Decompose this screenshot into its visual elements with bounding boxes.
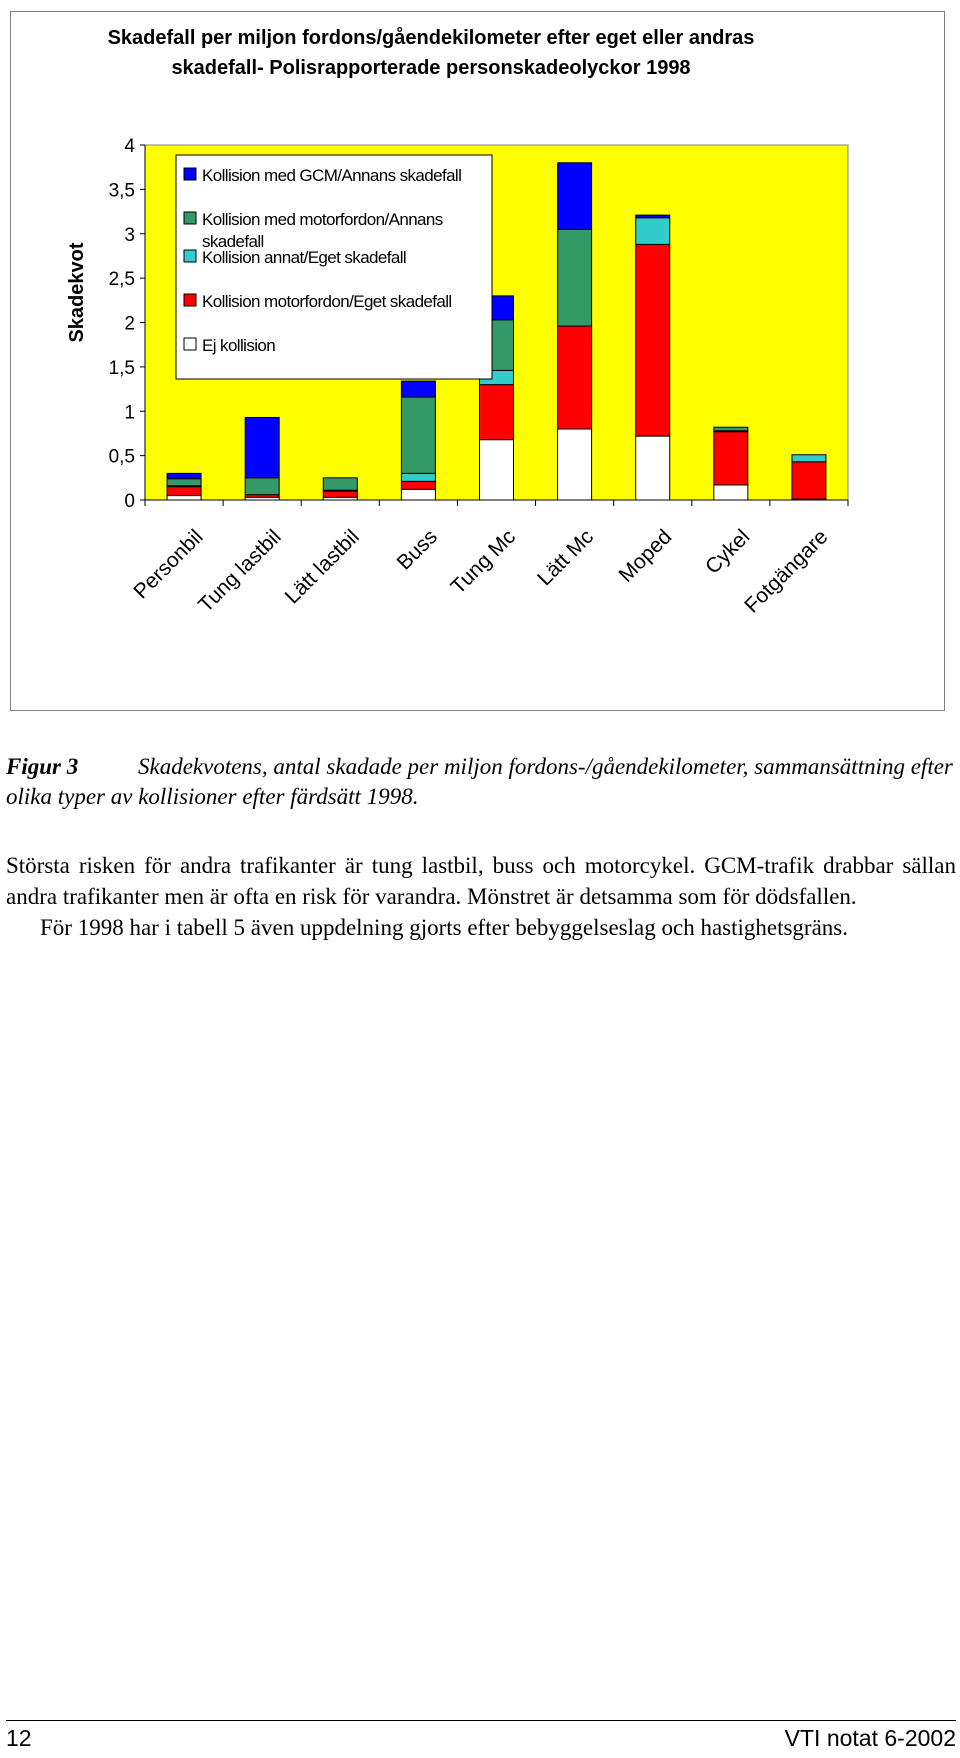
bar-segment bbox=[792, 462, 826, 499]
chart-container bbox=[10, 11, 945, 711]
paragraph-2: För 1998 har i tabell 5 även uppdelning gjorts efter bebyggelseslag och hastighetsgräns. bbox=[40, 915, 848, 940]
legend-label: skadefall bbox=[202, 232, 264, 251]
bar-segment bbox=[401, 481, 435, 489]
bar-segment bbox=[558, 429, 592, 500]
chart-title bbox=[108, 26, 755, 79]
report-id: VTI notat 6-2002 bbox=[784, 1725, 956, 1751]
chart-title-line: Skadefall per miljon fordons/gåendekilometer efter eget eller andras bbox=[107, 27, 755, 49]
bar-segment bbox=[714, 485, 748, 500]
bar-segment bbox=[167, 479, 201, 486]
y-axis-label: Skadekvot bbox=[66, 242, 88, 343]
bar-segment bbox=[167, 487, 201, 496]
bar-segment bbox=[167, 473, 201, 478]
legend bbox=[176, 155, 492, 379]
x-axis bbox=[129, 500, 848, 617]
legend-label: Kollision med motorfordon/Annans bbox=[202, 210, 443, 229]
x-tick-label: Tung lastbil bbox=[194, 525, 286, 617]
body-text bbox=[6, 850, 956, 943]
page-footer bbox=[6, 1720, 956, 1754]
bar-segment bbox=[636, 215, 670, 218]
bar-segment bbox=[401, 381, 435, 397]
y-tick-label: 2,5 bbox=[108, 269, 135, 291]
bar-segment bbox=[480, 385, 514, 440]
y-tick-label: 0,5 bbox=[108, 446, 135, 468]
y-tick-label: 2 bbox=[124, 313, 135, 335]
legend-swatch bbox=[184, 294, 196, 306]
stacked-bar-chart bbox=[11, 12, 944, 710]
legend-swatch bbox=[184, 250, 196, 262]
y-tick-label: 0 bbox=[124, 491, 135, 512]
bar-segment bbox=[323, 491, 357, 497]
bar-segment bbox=[167, 496, 201, 500]
bar-segment bbox=[714, 432, 748, 485]
page-number: 12 bbox=[6, 1725, 32, 1751]
bar-segment bbox=[714, 427, 748, 431]
figure-label: Figur 3 bbox=[6, 754, 79, 779]
legend-swatch bbox=[184, 338, 196, 350]
paragraph-1: Största risken för andra trafikanter är tung lastbil, buss och motorcykel. GCM-trafik drabbar sällan andra trafikanter men är ofta en risk för varandra. Mönstret är detsamma som för dödsfallen. bbox=[6, 853, 956, 909]
bar-segment bbox=[323, 478, 357, 490]
x-tick-label: Tung Mc bbox=[446, 525, 521, 599]
bar-segment bbox=[636, 436, 670, 500]
chart-title-line: skadefall- Polisrapporterade personskadeolyckor 1998 bbox=[171, 57, 691, 79]
legend-swatch bbox=[184, 168, 196, 180]
legend-label: Kollision med GCM/Annans skadefall bbox=[202, 166, 462, 185]
bar-segment bbox=[558, 326, 592, 429]
x-tick-label: Moped bbox=[614, 525, 677, 587]
bar-segment bbox=[401, 473, 435, 481]
x-tick-label: Fotgängare bbox=[740, 525, 833, 618]
y-tick-label: 4 bbox=[124, 136, 135, 157]
bar-segment bbox=[401, 397, 435, 473]
y-tick-label: 3,5 bbox=[108, 180, 135, 202]
legend-swatch bbox=[184, 212, 196, 224]
x-tick-label: Buss bbox=[392, 525, 442, 575]
bar-segment bbox=[558, 229, 592, 326]
x-tick-label: Cykel bbox=[700, 525, 755, 579]
legend-label: Kollision annat/Eget skadefall bbox=[202, 248, 407, 267]
bar-segment bbox=[245, 417, 279, 477]
bar-segment bbox=[245, 478, 279, 495]
x-tick-label: Personbil bbox=[129, 525, 208, 604]
y-tick-label: 3 bbox=[124, 224, 135, 246]
x-tick-label: Lätt Mc bbox=[533, 525, 599, 591]
bar-segment bbox=[480, 440, 514, 500]
x-tick-label: Lätt lastbil bbox=[280, 525, 364, 609]
bar-segment bbox=[792, 455, 826, 462]
y-tick-label: 1,5 bbox=[108, 357, 135, 379]
bar-segment bbox=[636, 218, 670, 245]
figure-caption-text: Skadekvotens, antal skadade per miljon fordons-/gåendekilometer, sammansättning efter olika typer av kollisioner efter färdsätt 1998. bbox=[6, 754, 953, 809]
figure-caption bbox=[6, 752, 956, 812]
legend-label: Ej kollision bbox=[202, 336, 276, 355]
y-tick-label: 1 bbox=[124, 402, 135, 424]
bar-segment bbox=[401, 489, 435, 500]
y-axis bbox=[66, 136, 145, 512]
bar-segment bbox=[558, 163, 592, 230]
legend-label: Kollision motorfordon/Eget skadefall bbox=[202, 292, 452, 311]
bar-segment bbox=[636, 244, 670, 436]
